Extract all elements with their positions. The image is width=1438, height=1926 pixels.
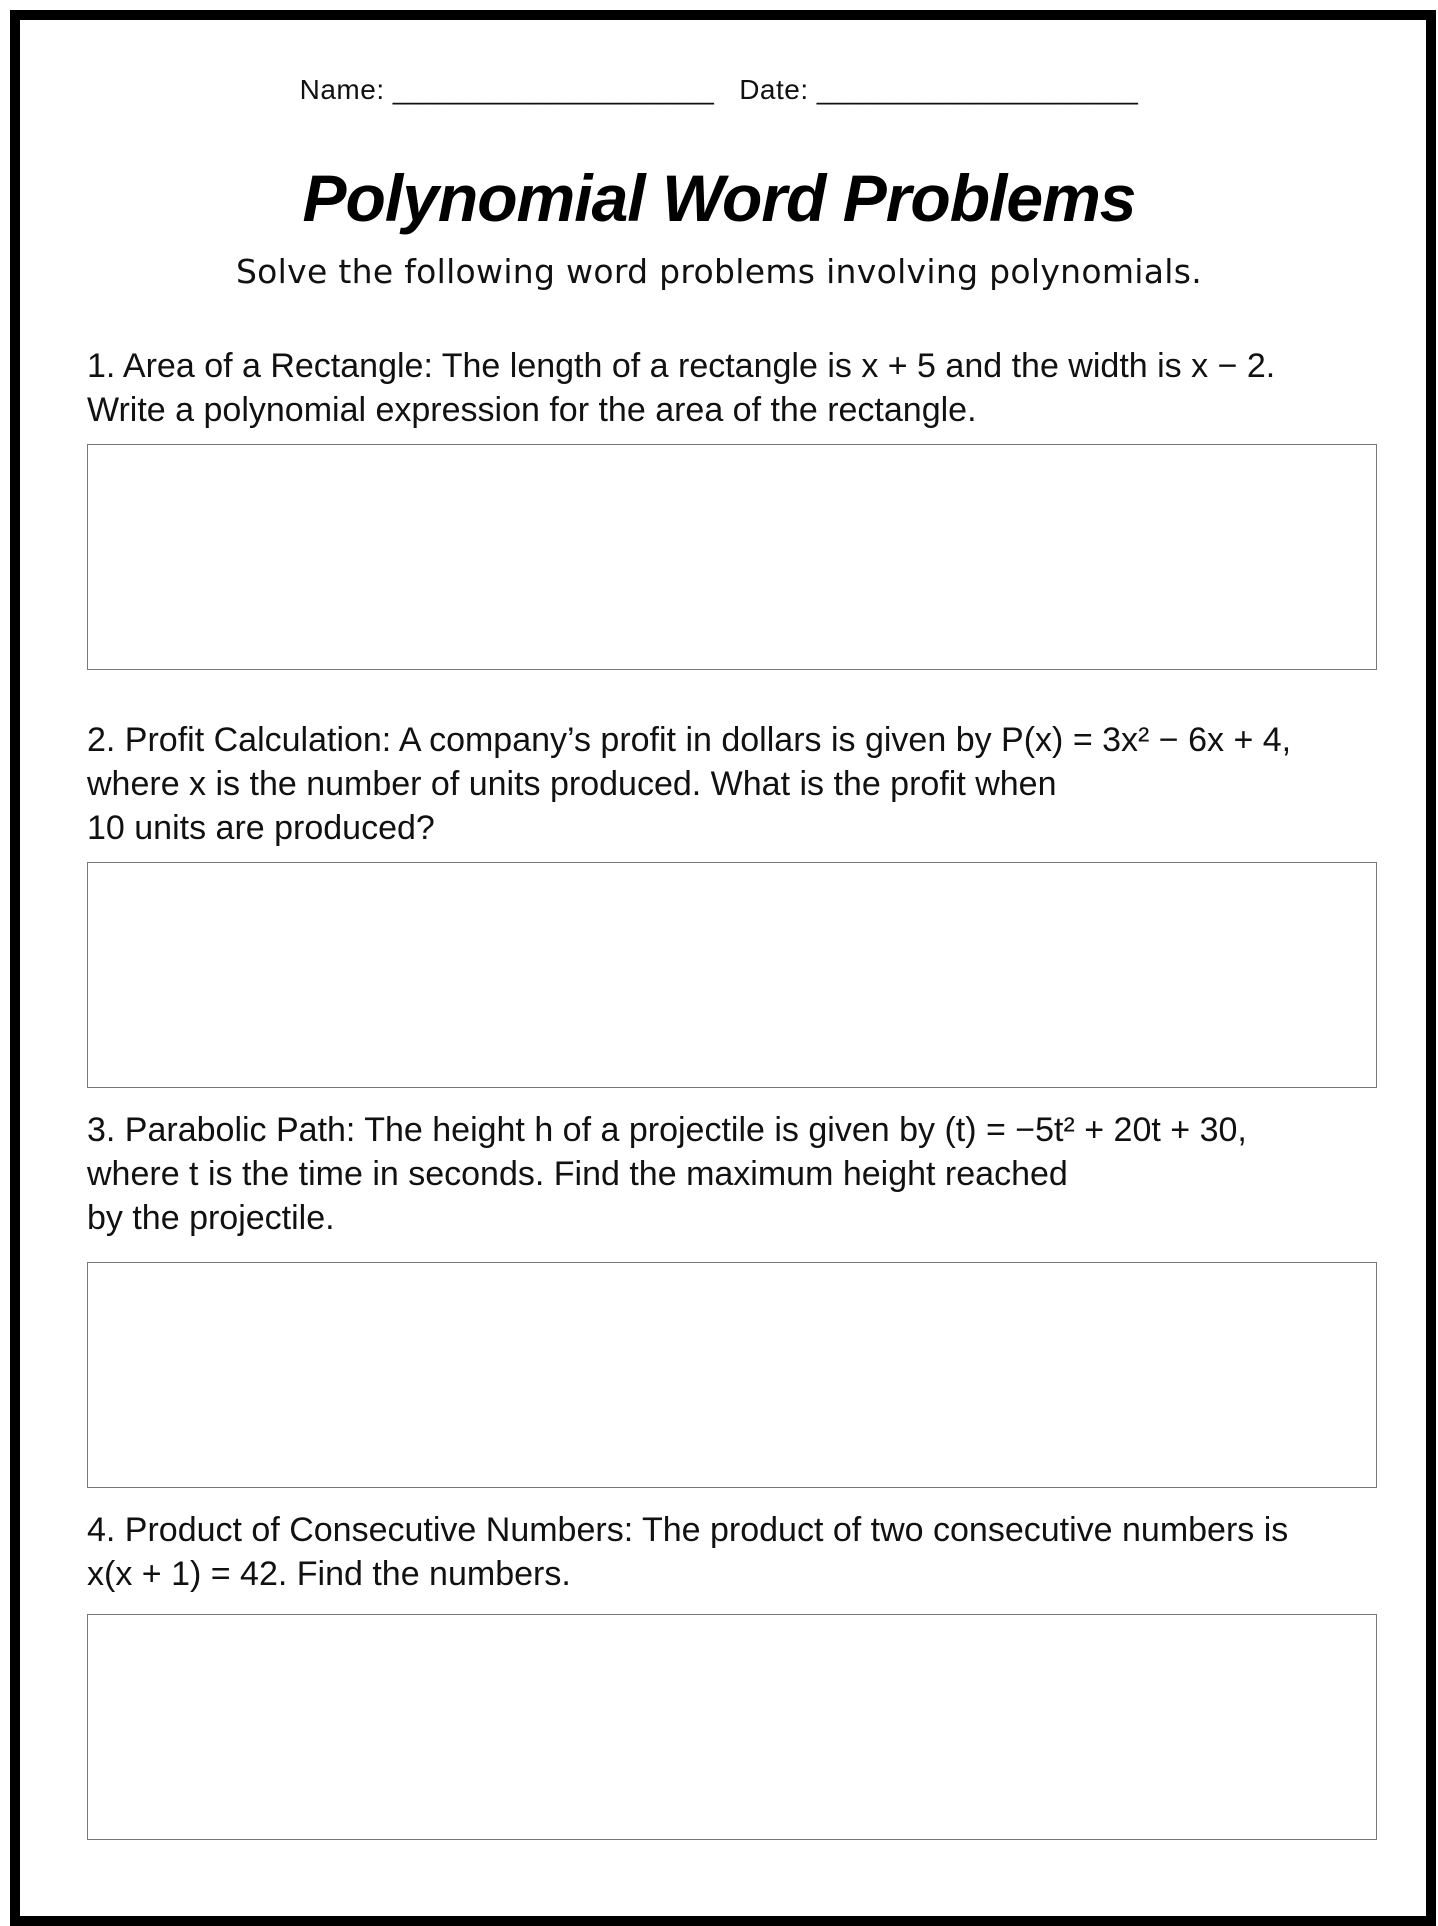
worksheet-subtitle: Solve the following word problems involving polynomials.: [235, 252, 1203, 291]
question-2-line-3: 10 units are produced?: [87, 809, 435, 847]
date-label: Date: ____________________: [739, 74, 1139, 105]
answer-box-2[interactable]: [87, 862, 1377, 1088]
question-2-line-2: where x is the number of units produced. What is the profit when: [87, 765, 1057, 803]
question-3-line-1: 3. Parabolic Path: The height h of a projectile is given by (t) = −5t² + 20t + 30,: [87, 1111, 1247, 1149]
question-3-line-3: by the projectile.: [87, 1199, 335, 1237]
question-1: [87, 344, 1387, 432]
worksheet-title: Polynomial Word Problems: [302, 161, 1136, 235]
question-1-line-2: Write a polynomial expression for the area of the rectangle.: [87, 391, 977, 429]
answer-box-3[interactable]: [87, 1262, 1377, 1488]
question-3: [87, 1108, 1387, 1240]
name-label: Name: ____________________: [299, 74, 715, 105]
question-4: [87, 1508, 1387, 1596]
question-3-line-2: where t is the time in seconds. Find the maximum height reached: [87, 1155, 1068, 1193]
question-2: [87, 718, 1387, 850]
question-1-line-1: 1. Area of a Rectangle: The length of a rectangle is x + 5 and the width is x − 2.: [87, 347, 1276, 385]
name-date-line: [0, 74, 1438, 106]
question-4-line-1: 4. Product of Consecutive Numbers: The product of two consecutive numbers is: [87, 1511, 1289, 1549]
question-4-line-2: x(x + 1) = 42. Find the numbers.: [87, 1555, 571, 1593]
answer-box-4[interactable]: [87, 1614, 1377, 1840]
question-2-line-1: 2. Profit Calculation: A company’s profit in dollars is given by P(x) = 3x² − 6x + 4,: [87, 721, 1292, 759]
answer-box-1[interactable]: [87, 444, 1377, 670]
